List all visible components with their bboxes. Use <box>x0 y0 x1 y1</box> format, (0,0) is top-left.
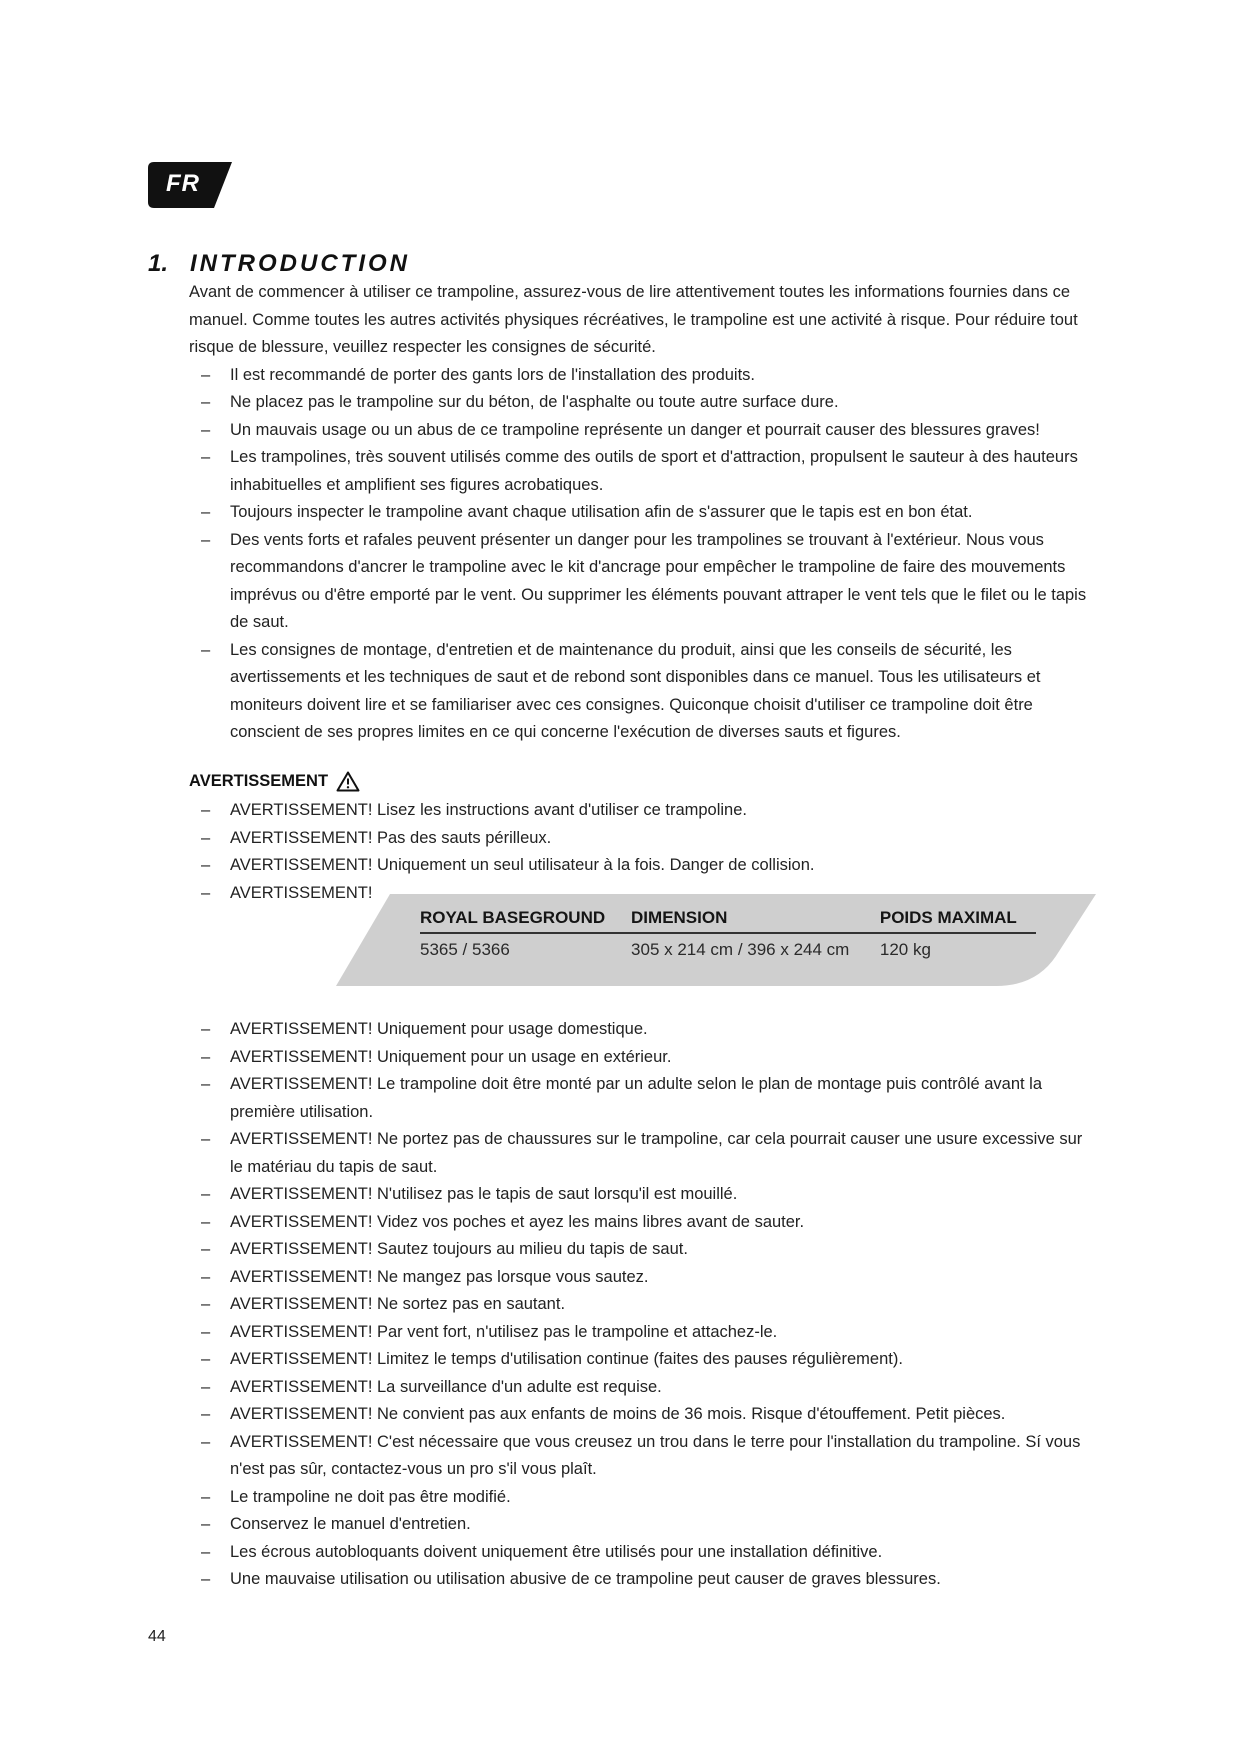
list-item: – AVERTISSEMENT! Le trampoline doit être monté par un adulte selon le plan de montage puis contrôlé avant la première utilisation. <box>201 1071 1099 1126</box>
spec-header-model: ROYAL BASEGROUND <box>420 908 631 933</box>
language-badge <box>148 162 232 208</box>
warning-heading <box>189 771 360 792</box>
list-item: – AVERTISSEMENT! <box>201 880 1099 908</box>
intro-list <box>189 362 1099 747</box>
language-label: FR <box>166 170 200 197</box>
list-item: – AVERTISSEMENT! Par vent fort, n'utilisez pas le trampoline et attachez-le. <box>201 1319 1099 1347</box>
warning-heading-text: AVERTISSEMENT <box>189 772 329 790</box>
section-title <box>148 250 410 278</box>
list-item: – AVERTISSEMENT! Uniquement pour usage domestique. <box>201 1016 1099 1044</box>
list-item: – AVERTISSEMENT! Uniquement pour un usage en extérieur. <box>201 1044 1099 1072</box>
intro-paragraph: Avant de commencer à utiliser ce trampoline, assurez-vous de lire attentivement toutes les informations fournies dans ce manuel. Comme toutes les autres activités physiques récréatives, le trampoline est une activité à risque. Pour réduire tout risque de blessure, veuillez respecter les consignes de sécurité. <box>189 283 1078 356</box>
list-item: – AVERTISSEMENT! Limitez le temps d'utilisation continue (faites des pauses régulièrement). <box>201 1346 1099 1374</box>
list-item: – Conservez le manuel d'entretien. <box>201 1511 1099 1539</box>
list-item: – AVERTISSEMENT! Pas des sauts périlleux. <box>201 825 1099 853</box>
spec-dimension-value: 305 x 214 cm / 396 x 244 cm <box>631 940 850 959</box>
warning-triangle-icon <box>336 771 360 792</box>
list-item: – Toujours inspecter le trampoline avant chaque utilisation afin de s'assurer que le tapis est en bon état. <box>201 499 1099 527</box>
spec-weight-value: 120 kg <box>879 940 931 959</box>
page-number: 44 <box>148 1628 166 1645</box>
spec-panel <box>336 894 1096 986</box>
list-item: – AVERTISSEMENT! Lisez les instructions avant d'utiliser ce trampoline. <box>201 797 1099 825</box>
list-item: – Ne placez pas le trampoline sur du béton, de l'asphalte ou toute autre surface dure. <box>201 389 1099 417</box>
section-title-text: INTRODUCTION <box>190 250 410 277</box>
list-item: – AVERTISSEMENT! Videz vos poches et ayez les mains libres avant de sauter. <box>201 1209 1099 1237</box>
list-item: – AVERTISSEMENT! Sautez toujours au milieu du tapis de saut. <box>201 1236 1099 1264</box>
warning-list-top <box>189 797 1099 907</box>
list-item: – Le trampoline ne doit pas être modifié. <box>201 1484 1099 1512</box>
list-item: – AVERTISSEMENT! La surveillance d'un adulte est requise. <box>201 1374 1099 1402</box>
warning-list-bottom <box>189 1016 1099 1594</box>
table-row <box>420 933 1036 960</box>
spec-model-value: 5365 / 5366 <box>420 940 510 959</box>
spec-table <box>420 908 1036 960</box>
list-item: – Les trampolines, très souvent utilisés comme des outils de sport et d'attraction, propulsent le sauteur à des hauteurs inhabituelles et amplifient ses figures acrobatiques. <box>201 444 1099 499</box>
list-item: – AVERTISSEMENT! Ne mangez pas lorsque vous sautez. <box>201 1264 1099 1292</box>
intro-block <box>189 279 1099 747</box>
list-item: – Les écrous autobloquants doivent uniquement être utilisés pour une installation définitive. <box>201 1539 1099 1567</box>
list-item: – Un mauvais usage ou un abus de ce trampoline représente un danger et pourrait causer des blessures graves! <box>201 417 1099 445</box>
spec-header-dimension: DIMENSION <box>631 908 880 933</box>
list-item: – Des vents forts et rafales peuvent présenter un danger pour les trampolines se trouvant à l'extérieur. Nous vous recommandons d'ancrer le trampoline avec le kit d'ancrage pour empêcher le trampoline de faire des mouvements imprévus ou d'être emporté par le vent. Ou supprimer les éléments pouvant attraper le vent tels que le filet ou le tapis de saut. <box>201 527 1099 637</box>
list-item: – AVERTISSEMENT! Ne convient pas aux enfants de moins de 36 mois. Risque d'étouffement. Petit pièces. <box>201 1401 1099 1429</box>
list-item: – AVERTISSEMENT! Ne sortez pas en sautant. <box>201 1291 1099 1319</box>
section-number: 1. <box>148 250 169 277</box>
list-item: – AVERTISSEMENT! Uniquement un seul utilisateur à la fois. Danger de collision. <box>201 852 1099 880</box>
list-item: – AVERTISSEMENT! N'utilisez pas le tapis de saut lorsqu'il est mouillé. <box>201 1181 1099 1209</box>
list-item: – Une mauvaise utilisation ou utilisation abusive de ce trampoline peut causer de graves blessures. <box>201 1566 1099 1594</box>
list-item: – Il est recommandé de porter des gants lors de l'installation des produits. <box>201 362 1099 390</box>
list-item: – AVERTISSEMENT! Ne portez pas de chaussures sur le trampoline, car cela pourrait causer une usure excessive sur le matériau du tapis de saut. <box>201 1126 1099 1181</box>
spec-header-max-weight: POIDS MAXIMAL <box>880 908 1036 933</box>
list-item: – AVERTISSEMENT! C'est nécessaire que vous creusez un trou dans le terre pour l'installation du trampoline. Sí vous n'est pas sûr, contactez-vous un pro s'il vous plaît. <box>201 1429 1099 1484</box>
list-item: – Les consignes de montage, d'entretien et de maintenance du produit, ainsi que les conseils de sécurité, les avertissements et les techniques de saut et de rebond sont disponibles dans ce manuel. Tous les utilisateurs et moniteurs doivent lire et se familiariser avec ces consignes. Quiconque choisit d'utiliser ce trampoline doit être conscient de ses propres limites en ce qui concerne l'exécution de diverses sauts et figures. <box>201 637 1099 747</box>
